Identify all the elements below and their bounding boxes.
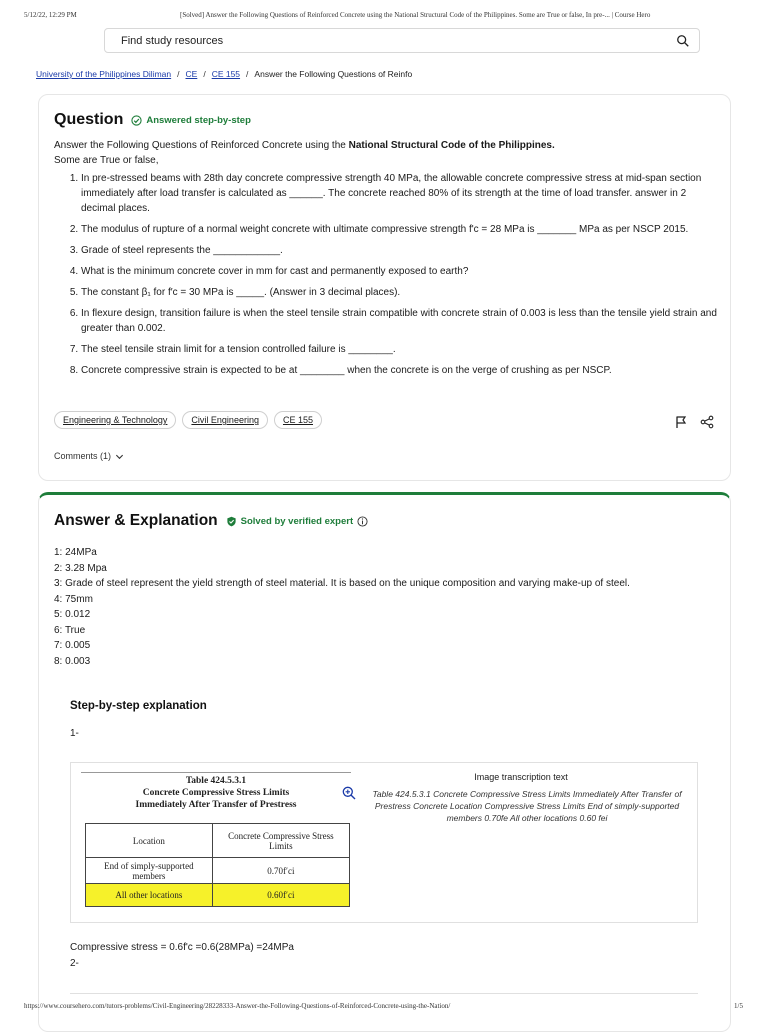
question-item: 4. What is the minimum concrete cover in mm for cast and permanently exposed to earth? [81, 264, 719, 279]
answer-line: 5: 0.012 [54, 609, 91, 620]
chevron-down-icon [115, 452, 124, 461]
question-intro-bold: National Structural Code of the Philippines. [348, 140, 555, 151]
table-header-stress: Concrete Compressive Stress Limits [212, 824, 349, 858]
table-cell-location: End of simply-supported members [86, 858, 213, 884]
info-icon[interactable] [357, 516, 368, 527]
question-intro-line2: Some are True or false, [54, 155, 159, 166]
answer-line: 7: 0.005 [54, 640, 91, 651]
compressive-stress-line: Compressive stress = 0.6f'c =0.6(28MPa) =24MPa [70, 942, 294, 953]
answer-line: 6: True [54, 624, 86, 636]
table-cell-location: All other locations [86, 884, 213, 907]
table-title-line: Immediately After Transfer of Prestress [135, 800, 297, 810]
steps-title: Step-by-step explanation [70, 700, 207, 712]
print-date: 5/12/22, 12:29 PM [24, 11, 77, 19]
stress-limits-table [85, 823, 350, 907]
table-row-highlighted [86, 884, 350, 907]
zoom-in-icon[interactable] [342, 786, 356, 800]
breadcrumb-current: Answer the Following Questions of Reinfo [254, 69, 413, 79]
answer-title: Answer & Explanation [54, 512, 218, 529]
explanation-image-box [70, 762, 698, 923]
answer-list [54, 545, 630, 669]
question-intro [54, 138, 719, 153]
check-circle-icon [131, 115, 142, 126]
verified-badge [226, 516, 368, 527]
breadcrumb [36, 69, 412, 79]
table-row [86, 858, 350, 884]
question-item: 2. The modulus of rupture of a normal weight concrete with ultimate compressive strength f'c = 28 MPa is _______ MPa as per NSCP 2015. [81, 222, 719, 237]
search-input[interactable]: Find study resources [121, 35, 224, 47]
question-item: 8. Concrete compressive strain is expected to be at ________ when the concrete is on the verge of crushing as per NSCP. [81, 363, 719, 378]
share-icon[interactable] [700, 415, 714, 429]
table-title [81, 775, 351, 811]
transcription-text: Table 424.5.3.1 Concrete Compressive Stress Limits Immediately After Transfer of Prestress Concrete Location Compressive Stress Limits End of simply-supported members 0.70fe All other locations 0.60 fei [372, 789, 682, 823]
flag-icon[interactable] [674, 415, 688, 429]
table-header-row [86, 824, 350, 858]
table-image[interactable] [81, 772, 351, 912]
tag-engineering-technology[interactable]: Engineering & Technology [54, 411, 176, 429]
tag-list [54, 411, 322, 429]
answer-card [38, 492, 731, 1032]
tag-ce-155[interactable]: CE 155 [274, 411, 322, 429]
question-body [54, 138, 719, 384]
answered-badge [131, 115, 251, 126]
answer-line: 1: 24MPa [54, 547, 97, 558]
question-list [54, 171, 719, 378]
search-bar[interactable] [104, 28, 700, 53]
question-item: 7. The steel tensile strain limit for a tension controlled failure is ________. [81, 342, 719, 357]
answer-line: 8: 0.003 [54, 655, 91, 667]
question-title: Question [54, 111, 124, 128]
comments-toggle[interactable] [54, 451, 124, 461]
print-title: [Solved] Answer the Following Questions of Reinforced Concrete using the National Structural Code of the Philippines. Some are True or false, In pre-... | Course Hero [180, 11, 651, 19]
breadcrumb-department[interactable]: CE [185, 69, 198, 79]
question-item: 1. In pre-stressed beams with 28th day concrete compressive strength 40 MPa, the allowable concrete compressive stress at mid-span section immediately after load transfer is calculated as ______. The concrete reached 80% of its strength at the time of load transfer. answer in 2 decimal places. [81, 171, 719, 216]
step-2-label: 2- [70, 958, 79, 969]
breadcrumb-school[interactable]: University of the Philippines Diliman [36, 69, 172, 79]
table-header-location: Location [86, 824, 213, 858]
breadcrumb-course[interactable]: CE 155 [211, 69, 241, 79]
answer-header [54, 512, 368, 530]
breadcrumb-separator: / [246, 69, 249, 79]
answer-line: 2: 3.28 Mpa [54, 562, 107, 574]
verified-shield-icon [226, 516, 237, 527]
question-header [54, 111, 251, 129]
table-cell-value: 0.70f′ci [212, 858, 349, 884]
answer-line: 4: 75mm [54, 593, 93, 605]
answer-line: 3: Grade of steel represent the yield strength of steel material. It is based on the unique composition and varying make-up of steel. [54, 578, 630, 589]
breadcrumb-separator: / [203, 69, 206, 79]
step-1-label: 1- [70, 728, 79, 739]
question-item: 3. Grade of steel represents the ____________. [81, 243, 719, 258]
table-title-line: Table 424.5.3.1 [185, 776, 247, 786]
answered-badge-label: Answered step-by-step [146, 114, 251, 126]
tag-civil-engineering[interactable]: Civil Engineering [182, 411, 268, 429]
verified-badge-label: Solved by verified expert [240, 515, 354, 527]
search-icon[interactable] [676, 34, 690, 48]
question-tools [674, 415, 714, 429]
next-image-box-edge [70, 993, 698, 994]
print-page-number: 1/5 [734, 1002, 743, 1010]
print-url: https://www.coursehero.com/tutors-problems/Civil-Engineering/28228333-Answer-the-Following-Questions-of-Reinforced-Concrete-using-the-Nation/ [24, 1002, 451, 1010]
table-title-line: Concrete Compressive Stress Limits [142, 788, 290, 798]
question-card [38, 94, 731, 481]
breadcrumb-separator: / [177, 69, 180, 79]
table-cell-value: 0.60f′ci [212, 884, 349, 907]
transcription-title: Image transcription text [474, 772, 568, 782]
comments-label: Comments (1) [54, 451, 112, 461]
question-item: 6. In flexure design, transition failure is when the steel tensile strain compatible with concrete strain of 0.003 is less than the tensile yield strain and greater than 0.002. [81, 306, 719, 336]
question-intro-text: Answer the Following Questions of Reinforced Concrete using the [54, 140, 349, 151]
question-item: 5. The constant β₁ for f′c = 30 MPa is _____. (Answer in 3 decimal places). [81, 285, 719, 300]
table-top-rule [81, 772, 351, 773]
